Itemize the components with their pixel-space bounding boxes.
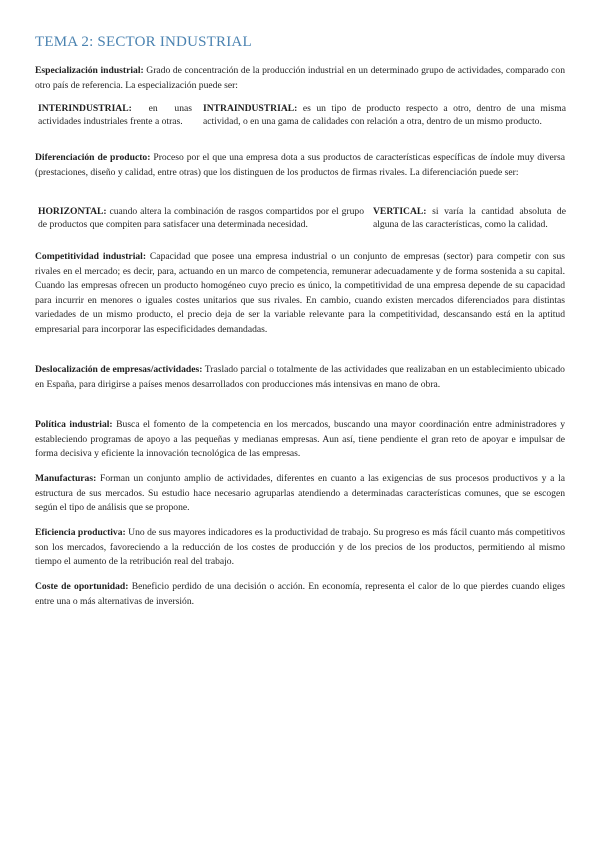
definition-text: en unas actividades industriales frente a otras. — [38, 103, 192, 127]
def-interindustrial — [38, 103, 192, 128]
definition-text: Busca el fomento de la competencia en los mercados, buscando una mayor coordinación entre administradores y estableciendo programas de apoyo a las pequeñas y medianas empresas. Aun así, tiene pendiente el gran reto de apoyar e impulsar de forma decisiva y eficiente la innovación tecnológica de las empresas. — [35, 419, 565, 459]
def-coste-oportunidad — [35, 580, 565, 609]
def-diferenciacion — [35, 151, 565, 180]
def-horizontal — [38, 206, 364, 231]
term-label: Competitividad industrial: — [35, 251, 147, 262]
definition-text: Beneficio perdido de una decisión o acción. En economía, representa el calor de lo que pierdes cuando eliges entre una o más alternativas de inversión. — [35, 581, 565, 607]
def-competitividad — [35, 250, 565, 337]
def-deslocalizacion — [35, 363, 565, 392]
def-manufacturas — [35, 472, 565, 516]
term-label: VERTICAL: — [373, 206, 427, 217]
definition-text: cuando altera la combinación de rasgos compartidos por el grupo de productos que compiten para satisfacer una determinada necesidad. — [38, 206, 364, 230]
def-intraindustrial — [203, 103, 566, 128]
term-label: INTRAINDUSTRIAL: — [203, 103, 298, 114]
term-label: Eficiencia productiva: — [35, 527, 126, 538]
definition-text: si varía la cantidad absoluta de alguna de las características, como la calidad. — [373, 206, 566, 230]
definition-text: Capacidad que posee una empresa industrial o un conjunto de empresas (sector) para competir con sus rivales en el mercado; es decir, para, actuando en un marco de competencia, remunerar adecuadamente y de forma sostenida a su capital. Cuando las empresas ofrecen un producto homogéneo cuyo precio es único, la competitividad de una empresa depende de su capacidad para incurrir en menores o iguales costes unitarios que sus rivales. En cambio, cuando existen mercados diferenciados para distintas variedades de un mismo producto, el precio deja de ser la variable relevante para la competitividad, descansando está en la aptitud empresarial para incorporar las especificidades demandadas. — [35, 251, 565, 335]
definition-text: Grado de concentración de la producción industrial en un determinado grupo de actividades, comparado con otro país de referencia. La especialización puede ser: — [35, 65, 566, 91]
def-eficiencia-productiva — [35, 526, 565, 570]
definition-text: Traslado parcial o totalmente de las actividades que realizaban en un establecimiento ubicado en España, para dirigirse a países menos desarrollados con producciones más intensivas en mano de obra. — [35, 364, 565, 390]
term-label: INTERINDUSTRIAL: — [38, 103, 132, 114]
definition-text: Forman un conjunto amplio de actividades, diferentes en cuanto a las exigencias de sus procesos productivos y a la estructura de sus mercados. Su estudio hace necesario agruparlas atendiendo a determinadas características comunes, que se escogen según el tipo de análisis que se propone. — [35, 473, 565, 513]
term-label: Coste de oportunidad: — [35, 581, 129, 592]
definition-text: Uno de sus mayores indicadores es la productividad de trabajo. Su progreso es más fácil cuanto más competitivos son los mercados, favoreciendo a la reducción de los costes de producción y de los precios de los productos, permitiendo al mismo tiempo el aumento de la retribución real del trabajo. — [35, 527, 565, 567]
def-especializacion — [35, 64, 565, 93]
term-label: Política industrial: — [35, 419, 113, 430]
term-label: Diferenciación de producto: — [35, 152, 151, 163]
page-title: TEMA 2: SECTOR INDUSTRIAL — [35, 34, 252, 50]
term-label: Especialización industrial: — [35, 65, 144, 76]
term-label: Deslocalización de empresas/actividades: — [35, 364, 203, 375]
def-politica-industrial — [35, 418, 565, 462]
term-label: HORIZONTAL: — [38, 206, 107, 217]
def-vertical — [373, 206, 566, 231]
definition-text: es un tipo de producto respecto a otro, dentro de una misma actividad, o en una gama de calidades con relación a otra, dentro de un mismo producto. — [203, 103, 566, 127]
term-label: Manufacturas: — [35, 473, 97, 484]
definition-text: Proceso por el que una empresa dota a sus productos de características específicas de índole muy diversa (prestaciones, diseño y calidad, entre otras) que los distinguen de los productos de firmas rivales. La diferenciación puede ser: — [35, 152, 565, 178]
